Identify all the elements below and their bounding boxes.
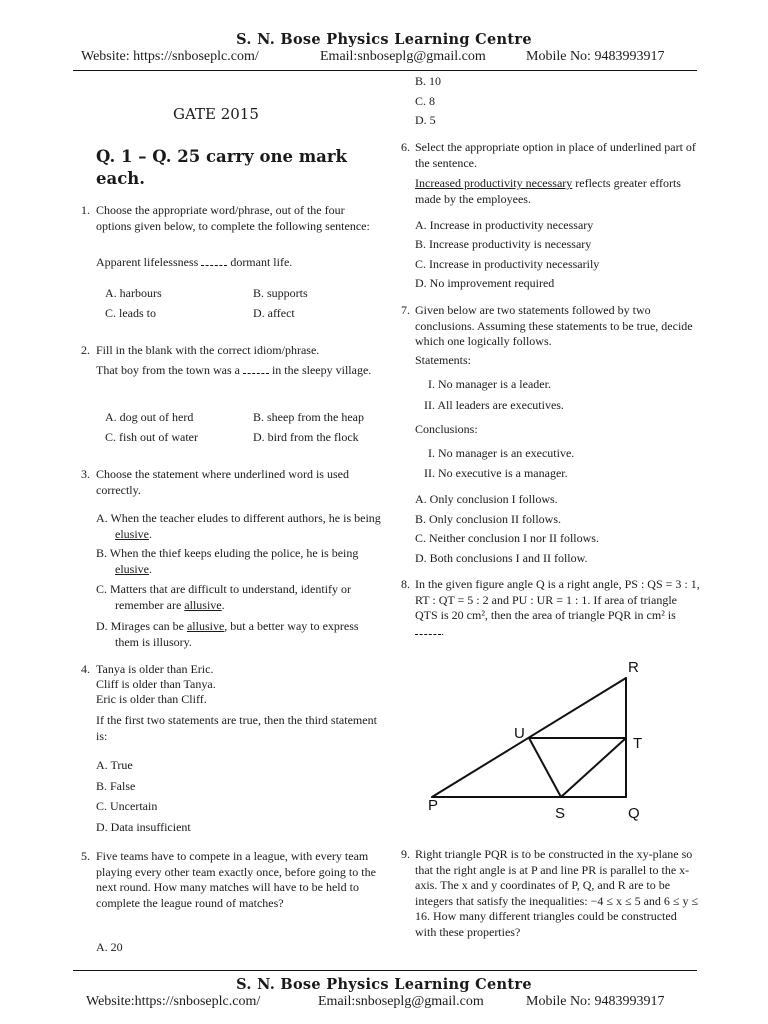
q3-option-a-underlined: elusive <box>115 526 149 541</box>
q4-option-b[interactable]: B. False <box>96 779 136 793</box>
q7-option-b[interactable]: B. Only conclusion II follows. <box>415 512 561 526</box>
q3-text: Choose the statement where underlined word is used correctly. <box>96 467 349 497</box>
q5-option-c[interactable]: C. 8 <box>415 94 436 108</box>
section-heading: Q. 1 – Q. 25 carry one mark each. <box>96 147 347 188</box>
q3-option-b[interactable]: B. When the thief keeps eluding the police, he is being elusive. <box>96 546 359 576</box>
q6-text: Select the appropriate option in place of underlined part of the sentence. <box>415 140 696 170</box>
q3-option-a-text: A. When the teacher eludes to different authors, he is being <box>96 511 381 525</box>
q9-number: 9. <box>401 847 410 861</box>
q8-text-body: In the given figure angle Q is a right angle, PS : QS = 3 : 1, RT : QT = 5 : 2 and PU : UR = 1 : 1. If area of triangle QTS is 20 cm², then the area of triangle PQR in cm² is <box>415 577 700 622</box>
q1-text: Choose the appropriate word/phrase, out of the four options given below, to complete the following sentence: <box>96 203 370 233</box>
q3-option-c-text: C. Matters that are difficult to understand, identify or remember are <box>96 582 352 612</box>
q7-statements-label: Statements: <box>415 353 471 367</box>
footer-email-link[interactable]: Email:snboseplg@gmail.com <box>318 994 484 1009</box>
q2-sentence-end: in the sleepy village. <box>271 363 372 377</box>
q3-option-d-text: D. Mirages can be <box>96 619 184 633</box>
header-email-link[interactable]: Email:snboseplg@gmail.com <box>320 49 486 64</box>
q7-text: Given below are two statements followed by two conclusions. Assuming these statements to be true, decide which one logically follows. <box>415 303 693 348</box>
q3-option-c-underlined: allusive <box>184 597 222 612</box>
q5-option-d[interactable]: D. 5 <box>415 113 436 127</box>
q6-number: 6. <box>401 140 410 154</box>
q4-line-3: Eric is older than Cliff. <box>96 692 207 706</box>
q2-sentence-start: That boy from the town was a <box>96 363 240 377</box>
footer-mobile: Mobile No: 9483993917 <box>526 994 665 1009</box>
q8-label-r: R <box>628 659 639 676</box>
q2-number: 2. <box>81 343 90 357</box>
q2-option-b[interactable]: B. sheep from the heap <box>253 410 364 424</box>
q4-text: If the first two statements are true, then the third statement is: <box>96 713 377 743</box>
q5-number: 5. <box>81 849 90 863</box>
footer-rule <box>73 970 697 971</box>
q4-option-d[interactable]: D. Data insufficient <box>96 820 191 834</box>
q7-statement-1: I. No manager is a leader. <box>428 377 551 391</box>
q4-option-c[interactable]: C. Uncertain <box>96 799 158 813</box>
q1-option-a[interactable]: A. harbours <box>105 286 162 300</box>
header-centre-name: S. N. Bose Physics Learning Centre <box>236 31 532 48</box>
q1-sentence-end: dormant life. <box>230 255 293 269</box>
q3-option-b-text: B. When the thief keeps eluding the police, he is being <box>96 546 359 560</box>
q7-conclusion-1: I. No manager is an executive. <box>428 446 575 460</box>
q6-option-a[interactable]: A. Increase in productivity necessary <box>415 218 594 232</box>
q2-option-a[interactable]: A. dog out of herd <box>105 410 194 424</box>
q7-statement-2: II. All leaders are executives. <box>424 398 564 412</box>
q8-number: 8. <box>401 577 410 591</box>
q7-option-d[interactable]: D. Both conclusions I and II follow. <box>415 551 588 565</box>
footer-website-link[interactable]: Website:https://snboseplc.com/ <box>86 994 261 1009</box>
q3-option-b-underlined: elusive <box>115 561 149 576</box>
q3-option-a[interactable]: A. When the teacher eludes to different authors, he is being elusive. <box>96 511 381 541</box>
q4-line-1: Tanya is older than Eric. <box>96 662 214 676</box>
q3-number: 3. <box>81 467 90 481</box>
q8-label-q: Q <box>628 805 640 822</box>
q8-text: In the given figure angle Q is a right angle, PS : QS = 3 : 1, RT : QT = 5 : 2 and PU : UR = 1 : 1. If area of triangle QTS is 20 cm², then the area of triangle PQR in cm² is . <box>415 577 700 638</box>
q2-option-d[interactable]: D. bird from the flock <box>253 430 359 444</box>
q8-label-u: U <box>514 725 525 742</box>
q2-option-c[interactable]: C. fish out of water <box>105 430 198 444</box>
q7-number: 7. <box>401 303 410 317</box>
q3-option-d-underlined: allusive <box>186 619 225 633</box>
q5-text: Five teams have to compete in a league, with every team playing every other team exactly once, before going to the next round. How many matches will have to be held to complete the league round of matches? <box>96 849 376 910</box>
q6-sentence-rest: reflects greater efforts made by the employees. <box>415 176 681 206</box>
q8-label-t: T <box>633 735 643 752</box>
q8-figure-segment-us <box>529 738 561 797</box>
footer-centre-name: S. N. Bose Physics Learning Centre <box>236 976 532 993</box>
q9-text: Right triangle PQR is to be constructed in the xy-plane so that the right angle is at P and line PR is parallel to the x-axis. The x and y coordinates of P, Q, and R are to be integers that satisfy the inequalities: −4 ≤ x ≤ 5 and 6 ≤ y ≤ 16. How many different triangles could be constructed with these properties? <box>415 847 699 939</box>
q7-conclusions-label: Conclusions: <box>415 422 478 436</box>
exam-title: GATE 2015 <box>173 105 259 123</box>
header-mobile: Mobile No: 9483993917 <box>526 49 665 64</box>
q6-option-b[interactable]: B. Increase productivity is necessary <box>415 237 592 251</box>
q6-option-d[interactable]: D. No improvement required <box>415 276 555 290</box>
q6-sentence-underlined: Increased productivity necessary <box>415 176 573 190</box>
q7-option-a[interactable]: A. Only conclusion I follows. <box>415 492 558 506</box>
q3-option-c[interactable]: C. Matters that are difficult to understand, identify or remember are allusive. <box>96 582 352 612</box>
q1-sentence-start: Apparent lifelessness <box>96 255 199 269</box>
q1-option-c[interactable]: C. leads to <box>105 306 156 320</box>
q3-option-d-text-end: , but a better way to express them is illusory. <box>115 619 359 649</box>
q8-label-p: P <box>428 797 439 814</box>
q8-label-s: S <box>555 805 566 822</box>
q8-figure-segment-st <box>561 738 626 797</box>
header-website-link[interactable]: Website: https://snboseplc.com/ <box>81 49 259 64</box>
q7-conclusion-2: II. No executive is a manager. <box>424 466 568 480</box>
q4-number: 4. <box>81 662 90 676</box>
q6-option-c[interactable]: C. Increase in productivity necessarily <box>415 257 600 271</box>
q5-option-b[interactable]: B. 10 <box>415 74 442 88</box>
q4-option-a[interactable]: A. True <box>96 758 133 772</box>
q1-number: 1. <box>81 203 90 217</box>
q7-option-c[interactable]: C. Neither conclusion I nor II follows. <box>415 531 599 545</box>
q4-line-2: Cliff is older than Tanya. <box>96 677 216 691</box>
q5-option-a[interactable]: A. 20 <box>96 940 123 954</box>
q2-text: Fill in the blank with the correct idiom/phrase. <box>96 343 320 357</box>
q1-option-d[interactable]: D. affect <box>253 306 295 320</box>
q1-option-b[interactable]: B. supports <box>253 286 308 300</box>
